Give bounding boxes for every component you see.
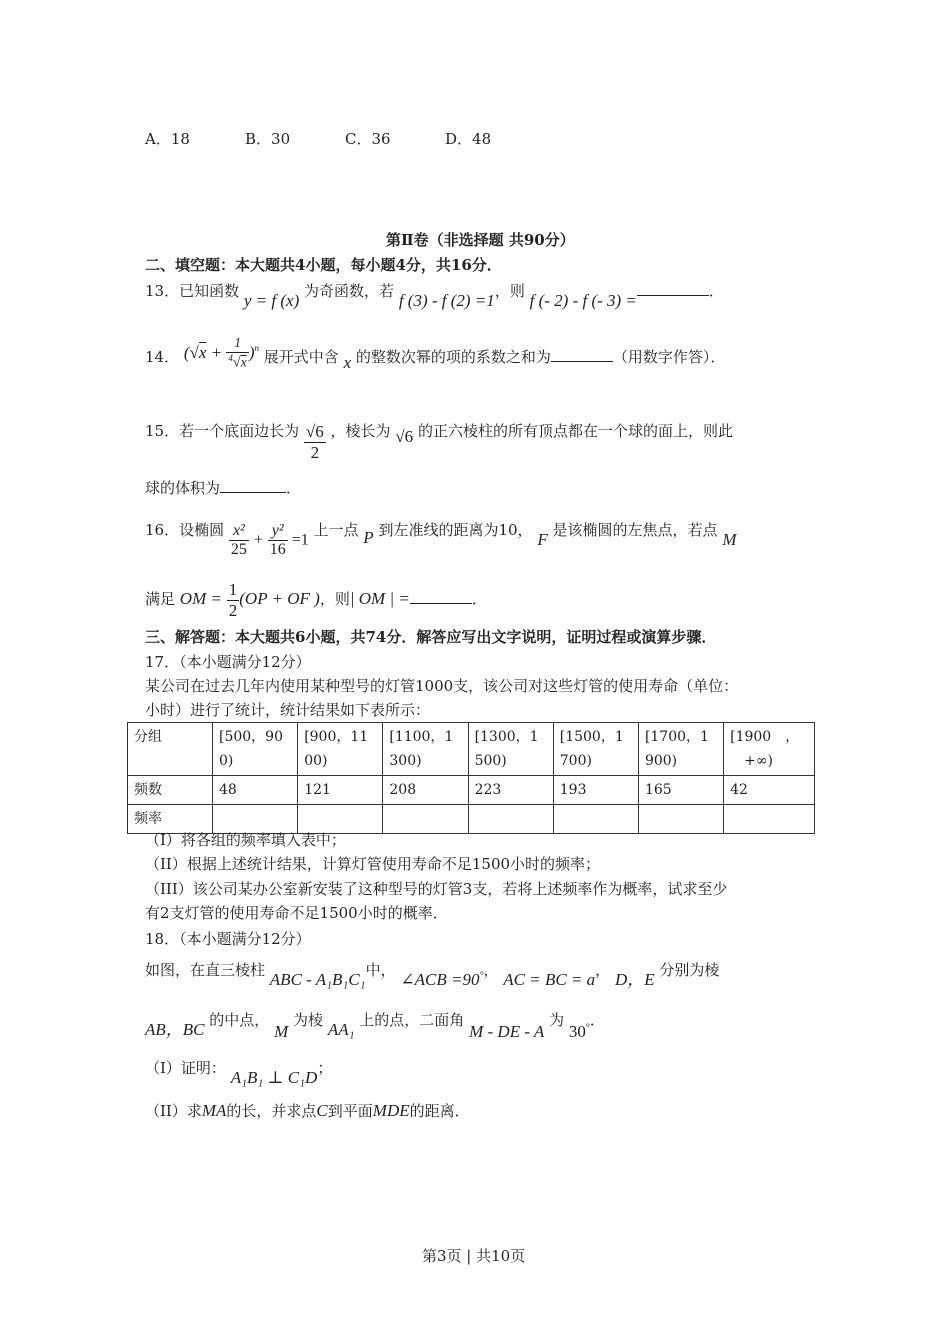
q15-edge-length: √6: [395, 427, 414, 447]
frequency-table: [127, 722, 815, 834]
q15-answer-blank: [220, 478, 286, 493]
choice-c: C．36: [345, 130, 391, 148]
q16-focus-f: F: [537, 529, 548, 549]
q16-text: ，则: [319, 590, 350, 609]
q18-text: 为棱: [293, 1011, 324, 1029]
q15-number: 15．: [145, 422, 180, 441]
question-15-line2: [145, 477, 301, 498]
q14-text: （用数字作答）．: [612, 347, 726, 366]
question-13: [145, 280, 724, 310]
q17-subquestion-2: （II）根据上述统计结果，计算灯管使用寿命不足1500小时的频率；: [145, 855, 601, 873]
q18-text: 如图，在直三棱柱: [145, 961, 266, 979]
q15-text: 若一个底面边长为: [179, 422, 300, 441]
q16-text: 到左准线的距离为10，: [378, 520, 533, 539]
q18-points-de: D，E: [614, 970, 655, 989]
q15-edge-fraction: [304, 422, 326, 462]
q16-vector-sum: (OP + OF ): [239, 589, 320, 609]
section-title: 第Ⅱ卷（非选择题 共90分）: [386, 231, 575, 249]
q15-text: ，棱长为: [330, 422, 391, 441]
q18-subquestion-2: [145, 1100, 470, 1121]
q18-text: 上的点，二面角: [359, 1011, 465, 1029]
part2-heading: 二、填空题：本大题共4小题，每小题4分，共16分．: [145, 256, 502, 274]
group-cell: [500，90 0): [213, 723, 298, 776]
q15-fraction-numerator: √6: [305, 422, 324, 441]
q17-subquestion-1: （I）将各组的频率填入表中；: [145, 831, 346, 849]
row-label-groups: 分组: [128, 723, 213, 776]
q17-subquestion-3: （III）该公司某办公室新安装了这种型号的灯管3支，若将上述频率作为概率，试求至少: [145, 880, 728, 898]
q18-point-c: C: [316, 1101, 328, 1120]
frequency-cell: [724, 805, 815, 834]
q14-text: 的整数次幂的项的系数之和为: [355, 347, 551, 366]
q16-answer-blank: [410, 589, 472, 604]
q13-text: 为奇函数，若: [304, 282, 395, 300]
q18-text: （II）求: [145, 1102, 202, 1120]
frequency-cell: [468, 805, 553, 834]
q17-paragraph-1: 某公司在过去几年内使用某种型号的灯管1000支，该公司对这些灯管的使用寿命（单位：: [145, 677, 739, 695]
count-cell: 223: [468, 776, 553, 805]
q16-text: 满足: [145, 590, 176, 609]
group-cell: [1300，1 500): [468, 723, 553, 776]
table-row-counts: [128, 776, 815, 805]
q16-half-numerator: 1: [228, 580, 238, 599]
row-label-counts: 频数: [128, 776, 213, 805]
group-cell: [1500，1 700): [553, 723, 638, 776]
q14-fraction-numerator: 1: [226, 336, 248, 353]
q18-plane-mde: MDE: [372, 1101, 410, 1120]
q18-line-2: [145, 1005, 605, 1041]
q16-text: 上一点: [313, 520, 359, 539]
q16-end: ．: [471, 590, 487, 609]
q16-y-numerator: y²: [268, 522, 288, 541]
group-cell: [1100，1 300): [383, 723, 468, 776]
q17-header: 17．（本小题满分12分）: [145, 653, 311, 671]
group-cell: [1700，1 900): [638, 723, 723, 776]
q14-text: 展开式中含: [263, 347, 339, 366]
frequency-cell: [638, 805, 723, 834]
count-cell: 193: [553, 776, 638, 805]
q14-variable: x: [343, 352, 352, 372]
q14-number: 14．: [145, 347, 180, 366]
q18-header: 18．（本小题满分12分）: [145, 930, 311, 948]
q18-text: 的距离．: [409, 1102, 470, 1120]
q18-edges: AB，BC: [145, 1020, 205, 1039]
count-cell: 48: [213, 776, 298, 805]
group-cell: [1900 ， +∞): [724, 723, 815, 776]
q13-end: ．: [708, 282, 724, 300]
question-15: [145, 412, 733, 462]
q13-condition: f (3) - f (2) =1: [398, 291, 495, 310]
choice-b: B．30: [245, 130, 291, 148]
q16-y-denominator: 16: [269, 541, 286, 559]
q18-prism: ABC - A₁B₁C₁: [269, 970, 366, 989]
question-14: [145, 336, 726, 376]
q18-point-m: M: [274, 1022, 289, 1041]
q15-fraction-denominator: 2: [310, 442, 320, 462]
q18-subquestion-1: [145, 1057, 333, 1087]
q16-point-p: P: [363, 527, 374, 547]
q18-perpendicular: A₁B₁ ⊥ C₁D: [230, 1068, 318, 1087]
q18-text: 的中点，: [209, 1011, 270, 1029]
q17-subquestion-3-cont: 有2支灯管的使用寿命不足1500小时的概率．: [145, 904, 448, 922]
q14-answer-blank: [551, 347, 613, 362]
q16-ellipse-equation: $\frac{\text{x²}}{25}$ + $\frac{\text{y²}}{16}$ =1: [230, 522, 309, 559]
q18-angle-30: 30°: [568, 1022, 590, 1041]
q18-dihedral: M - DE - A: [469, 1022, 545, 1041]
q16-half: [227, 580, 240, 620]
q15-text: 球的体积为: [145, 479, 221, 497]
q13-answer-blank: [637, 281, 709, 296]
q18-text: 到平面: [327, 1102, 373, 1120]
count-cell: 165: [638, 776, 723, 805]
count-cell: 208: [383, 776, 468, 805]
q13-expression: f (- 2) - f (- 3) =: [529, 291, 637, 310]
q18-line-1: 如图，在直三棱柱 ABC - A₁B₁C₁中， ∠ACB =90°， AC = BC = a， D，E 分别为棱: [145, 961, 720, 989]
q16-vector-om: OM =: [179, 589, 222, 609]
page-footer: 第3页 | 共10页: [422, 1247, 526, 1265]
q16-text: 是该椭圆的左焦点，若点: [552, 520, 718, 539]
q18-text: 中，: [365, 961, 396, 979]
count-cell: 121: [298, 776, 383, 805]
q16-x-numerator: x²: [229, 522, 249, 541]
q16-equals-one: =1: [291, 531, 309, 549]
question-16-line2: [145, 580, 487, 620]
group-cell: [900，11 00): [298, 723, 383, 776]
q16-half-denominator: 2: [228, 600, 238, 620]
frequency-cell: [383, 805, 468, 834]
q18-text: 为: [549, 1011, 565, 1029]
part3-heading: 三、解答题：本大题共6小题，共74分．解答应写出文字说明，证明过程或演算步骤．: [145, 628, 717, 646]
q16-om-length: | OM | =: [349, 589, 410, 609]
q18-text: （I）证明：: [145, 1059, 226, 1077]
q18-text: 分别为棱: [659, 961, 720, 979]
q18-lengths: AC = BC = a: [503, 970, 596, 989]
q16-text: 设椭圆: [179, 520, 225, 539]
q16-number: 16．: [145, 520, 180, 539]
count-cell: 42: [724, 776, 815, 805]
q13-text: ，则: [494, 282, 525, 300]
row-label-frequencies: 频率: [128, 805, 213, 834]
q18-segment-ma: MA: [201, 1101, 227, 1120]
q18-edge-aa1: AA₁: [327, 1020, 355, 1039]
choice-a: A．18: [145, 130, 190, 148]
table-row-groups: [128, 723, 815, 776]
q13-text: 已知函数: [179, 282, 240, 300]
q15-end: ．: [286, 479, 302, 497]
q18-text: ；: [317, 1059, 333, 1077]
q18-angle: ∠ACB =90°: [400, 970, 484, 989]
q17-paragraph-2: 小时）进行了统计，统计结果如下表所示：: [145, 701, 431, 719]
q16-point-m: M: [722, 529, 737, 549]
question-16: [145, 512, 737, 559]
q16-x-denominator: 25: [230, 541, 247, 559]
choice-d: D．48: [445, 130, 492, 148]
q18-text: 的长，并求点: [226, 1102, 317, 1120]
q18-end: ．: [589, 1011, 605, 1029]
q14-binomial: (√x + $\frac{1}{^4√x}$ )$^n$: [183, 336, 259, 371]
q13-function: y = f (x): [243, 291, 300, 310]
frequency-cell: [553, 805, 638, 834]
q15-text: 的正六棱柱的所有顶点都在一个球的面上，则此: [417, 422, 733, 441]
q13-number: 13．: [145, 282, 180, 300]
